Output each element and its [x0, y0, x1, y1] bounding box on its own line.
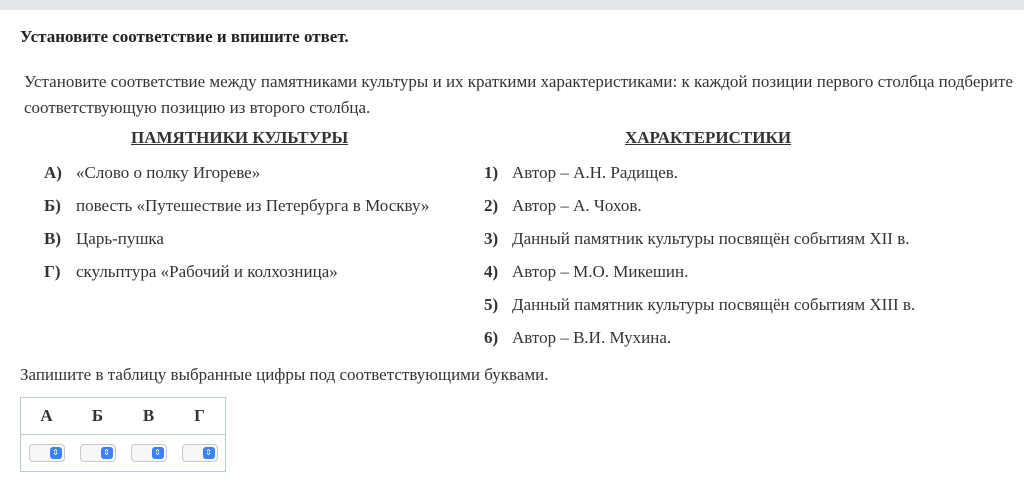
characteristic-item — [484, 262, 688, 282]
characteristic-key: 3) — [484, 229, 499, 248]
answer-column-g: Г — [174, 398, 226, 435]
characteristic-item — [484, 196, 642, 216]
answer-select-a[interactable] — [29, 444, 65, 462]
characteristic-key: 6) — [484, 328, 499, 347]
top-bar — [0, 0, 1024, 10]
answer-column-b: Б — [72, 398, 123, 435]
characteristic-item — [484, 229, 909, 249]
answer-select-v[interactable] — [131, 444, 167, 462]
updown-chevron-icon: ⇕ — [152, 447, 164, 459]
monument-item — [44, 262, 338, 282]
monument-text: повесть «Путешествие из Петербурга в Москву» — [76, 196, 430, 215]
task-heading: Установите соответствие и впишите ответ. — [20, 27, 349, 46]
characteristic-text: Автор – М.О. Микешин. — [512, 262, 689, 281]
characteristic-text: Автор – А. Чохов. — [512, 196, 642, 215]
updown-chevron-icon: ⇕ — [50, 447, 62, 459]
right-column-title: ХАРАКТЕРИСТИКИ — [625, 128, 792, 147]
answer-cell-g — [174, 435, 226, 472]
monument-key: В) — [44, 229, 61, 248]
answer-column-a: А — [21, 398, 73, 435]
characteristic-key: 1) — [484, 163, 499, 182]
monument-key: Г) — [44, 262, 61, 281]
monument-item — [44, 196, 429, 216]
characteristic-item — [484, 295, 915, 315]
task-instruction: Установите соответствие между памятниками культуры и их краткими характеристиками: к каждой позиции первого столбца подберите соответствующую позицию из второго столбца. — [24, 72, 1013, 117]
answer-select-b[interactable] — [80, 444, 116, 462]
monument-item — [44, 229, 164, 249]
characteristic-key: 5) — [484, 295, 499, 314]
characteristic-key: 4) — [484, 262, 499, 281]
monument-item — [44, 163, 260, 183]
characteristic-text: Данный памятник культуры посвящён событиям XIII в. — [512, 295, 916, 314]
left-column-title: ПАМЯТНИКИ КУЛЬТУРЫ — [131, 128, 349, 147]
characteristic-text: Автор – В.И. Мухина. — [512, 328, 672, 347]
answer-cell-b — [72, 435, 123, 472]
characteristic-item — [484, 163, 678, 183]
answer-header-row — [21, 398, 226, 435]
monument-key: Б) — [44, 196, 61, 215]
monument-text: «Слово о полку Игореве» — [76, 163, 261, 182]
updown-chevron-icon: ⇕ — [203, 447, 215, 459]
characteristic-text: Данный памятник культуры посвящён событиям XII в. — [512, 229, 910, 248]
updown-chevron-icon: ⇕ — [101, 447, 113, 459]
characteristic-text: Автор – А.Н. Радищев. — [512, 163, 679, 182]
answer-cell-a — [21, 435, 73, 472]
answer-table — [20, 397, 226, 472]
answer-cell-v — [123, 435, 174, 472]
characteristic-item — [484, 328, 671, 348]
answer-select-row — [21, 435, 226, 472]
monument-key: А) — [44, 163, 62, 182]
monument-text: Царь-пушка — [76, 229, 164, 248]
characteristic-key: 2) — [484, 196, 499, 215]
monument-text: скульптура «Рабочий и колхозница» — [76, 262, 338, 281]
answer-select-g[interactable] — [182, 444, 218, 462]
answer-column-v: В — [123, 398, 174, 435]
answer-instruction: Запишите в таблицу выбранные цифры под соответствующими буквами. — [20, 365, 549, 384]
